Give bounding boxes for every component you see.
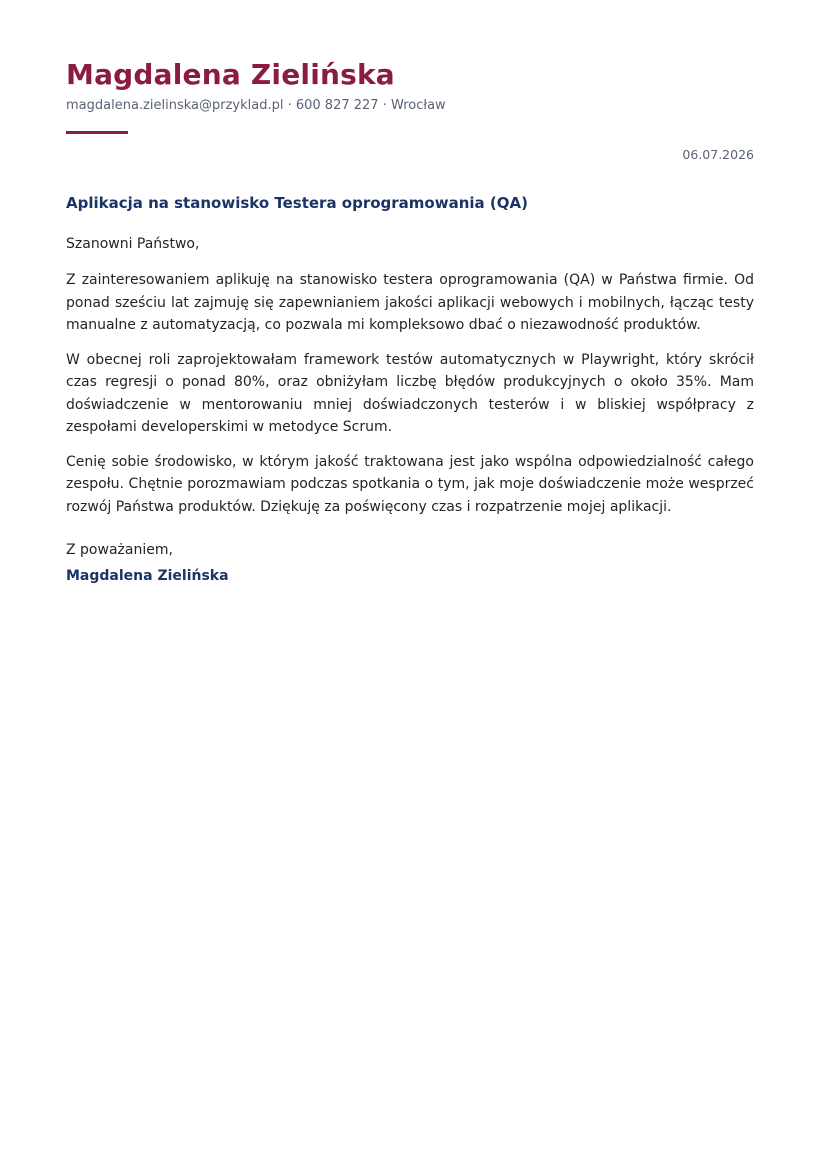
letter-closing: Z poważaniem, [66, 542, 173, 558]
letter-signature: Magdalena Zielińska [66, 568, 229, 584]
body-paragraph-1: Z zainteresowaniem aplikuję na stanowisko testera oprogramowania (QA) w Państwa firmie. Od ponad sześciu lat zajmuję się zapewnianiem jakości aplikacji webowych i mobilnych, łącząc testy manualne z automatyzacją, co pozwala mi kompleksowo dbać o niezawodność produktów. [66, 272, 754, 333]
letter-date: 06.07.2026 [682, 147, 754, 162]
applicant-name: Magdalena Zielińska [66, 58, 395, 91]
contact-line: magdalena.zielinska@przyklad.pl · 600 827 227 · Wrocław [66, 98, 446, 113]
letter-body [66, 269, 754, 530]
letter-greeting: Szanowni Państwo, [66, 236, 200, 252]
header-divider [66, 131, 128, 134]
letter-subject: Aplikacja na stanowisko Testera oprogramowania (QA) [66, 194, 528, 212]
body-paragraph-2: W obecnej roli zaprojektowałam framework testów automatycznych w Playwright, który skrócił czas regresji o ponad 80%, oraz obniżyłam liczbę błędów produkcyjnych o około 35%. Mam doświadczenie w mentorowaniu mniej doświadczonych testerów i w bliskiej współpracy z zespołami developerskimi w metodyce Scrum. [66, 351, 754, 435]
body-paragraph-3: Cenię sobie środowisko, w którym jakość traktowana jest jako wspólna odpowiedzialność całego zespołu. Chętnie porozmawiam podczas spotkania o tym, jak moje doświadczenie może wesprzeć rozwój Państwa produktów. Dziękuję za poświęcony czas i rozpatrzenie mojej aplikacji. [66, 453, 754, 515]
